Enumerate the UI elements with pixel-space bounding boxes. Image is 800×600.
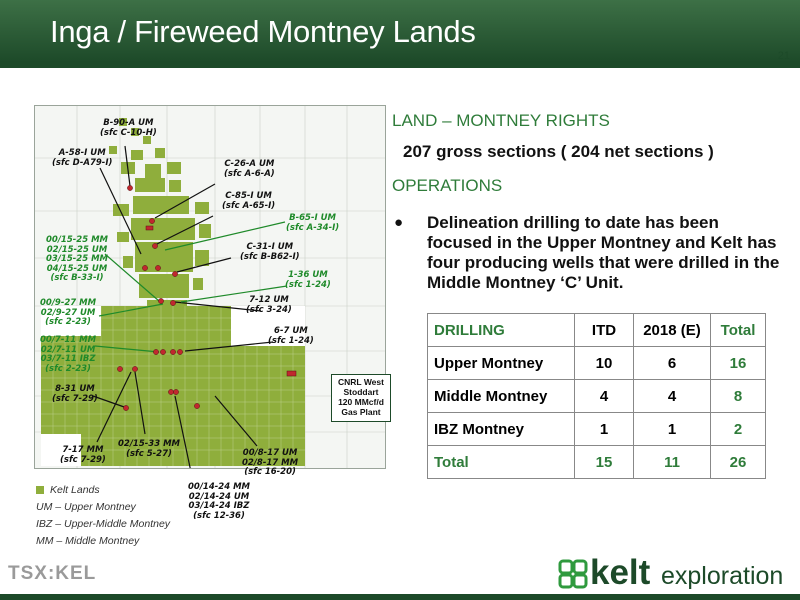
total-row-2018e: 11 [634,446,711,479]
row-itd: 1 [575,413,634,446]
header-total: Total [711,314,766,347]
well-label-b65: B-65-I UM (sfc A-34-I) [286,213,340,233]
row-2018e: 1 [634,413,711,446]
title-bar [0,0,800,62]
row-2018e: 4 [634,380,711,413]
well-label-1-36: 1-36 UM (sfc 1-24) [285,270,331,290]
legend-kelt-lands-label: Kelt Lands [50,484,100,496]
page-number: 21 [777,50,790,62]
table-row [428,347,766,380]
table-row [428,380,766,413]
well-label-7-12: 7-12 UM (sfc 3-24) [246,295,292,315]
row-name: Upper Montney [428,347,575,380]
row-total: 16 [711,347,766,380]
operations-heading: OPERATIONS [392,176,503,195]
page-title: Inga / Fireweed Montney Lands [50,14,476,49]
header-itd: ITD [575,314,634,347]
well-label-c26: C-26-A UM (sfc A-6-A) [224,159,275,179]
table-header-row [428,314,766,347]
kelt-knot-logo-icon [556,557,590,591]
well-label-7-11: 00/7-11 MM 02/7-11 UM 03/7-11 IBZ (sfc 2-23) [40,335,97,374]
well-label-15-33: 02/15-33 MM (sfc 5-27) [118,439,180,459]
kelt-lands-swatch [36,486,44,494]
total-row-total: 26 [711,446,766,479]
logo-word-kelt: kelt [590,553,651,592]
row-itd: 4 [575,380,634,413]
title-bar-stripe [0,62,800,68]
map-legend [36,482,170,550]
well-label-6-7: 6-7 UM (sfc 1-24) [268,326,314,346]
land-summary: 207 gross sections ( 204 net sections ) [403,142,714,161]
header-drilling: DRILLING [428,314,575,347]
well-label-a58: A-58-I UM (sfc D-A79-I) [52,148,113,168]
logo-word-exploration: exploration [661,562,784,590]
legend-um: UM – Upper Montney [36,501,136,513]
well-label-7-17: 7-17 MM (sfc 7-29) [60,445,106,465]
gas-plant-callout: CNRL West Stoddart 120 MMcf/d Gas Plant [331,374,391,422]
row-2018e: 6 [634,347,711,380]
row-name: IBZ Montney [428,413,575,446]
well-label-8-17: 00/8-17 UM 02/8-17 MM (sfc 16-20) [242,448,299,477]
bullet-dot-icon: ● [394,214,404,231]
table-row [428,413,766,446]
legend-kelt-lands [36,482,170,499]
total-row-itd: 15 [575,446,634,479]
well-label-b90: B-90-A UM (sfc C-10-H) [100,118,157,138]
well-label-c31: C-31-I UM (sfc B-B62-I) [240,242,300,262]
total-row-name: Total [428,446,575,479]
header-2018e: 2018 (E) [634,314,711,347]
drilling-table [427,313,766,479]
footer-bar [0,594,800,600]
well-label-9-27: 00/9-27 MM 02/9-27 UM (sfc 2-23) [40,298,97,327]
table-total-row [428,446,766,479]
well-label-c85: C-85-I UM (sfc A-65-I) [222,191,276,211]
row-itd: 10 [575,347,634,380]
well-label-8-31: 8-31 UM (sfc 7-29) [52,384,98,404]
well-label-14-24: 00/14-24 MM 02/14-24 UM 03/14-24 IBZ (sfc 12-36) [188,482,250,521]
operations-bullet-text: Delineation drilling to date has been focused in the Upper Montney and Kelt has four producing wells that were drilled in the Middle Montney ‘C’ Unit. [427,213,780,292]
well-label-15-25: 00/15-25 MM 02/15-25 UM 03/15-25 MM 04/15-25 UM (sfc B-33-I) [46,235,108,283]
land-heading: LAND – MONTNEY RIGHTS [392,111,610,130]
row-name: Middle Montney [428,380,575,413]
tsx-ticker: TSX:KEL [8,563,97,584]
legend-ibz: IBZ – Upper-Middle Montney [36,518,171,530]
row-total: 2 [711,413,766,446]
legend-mm: MM – Middle Montney [36,535,140,547]
row-total: 8 [711,380,766,413]
